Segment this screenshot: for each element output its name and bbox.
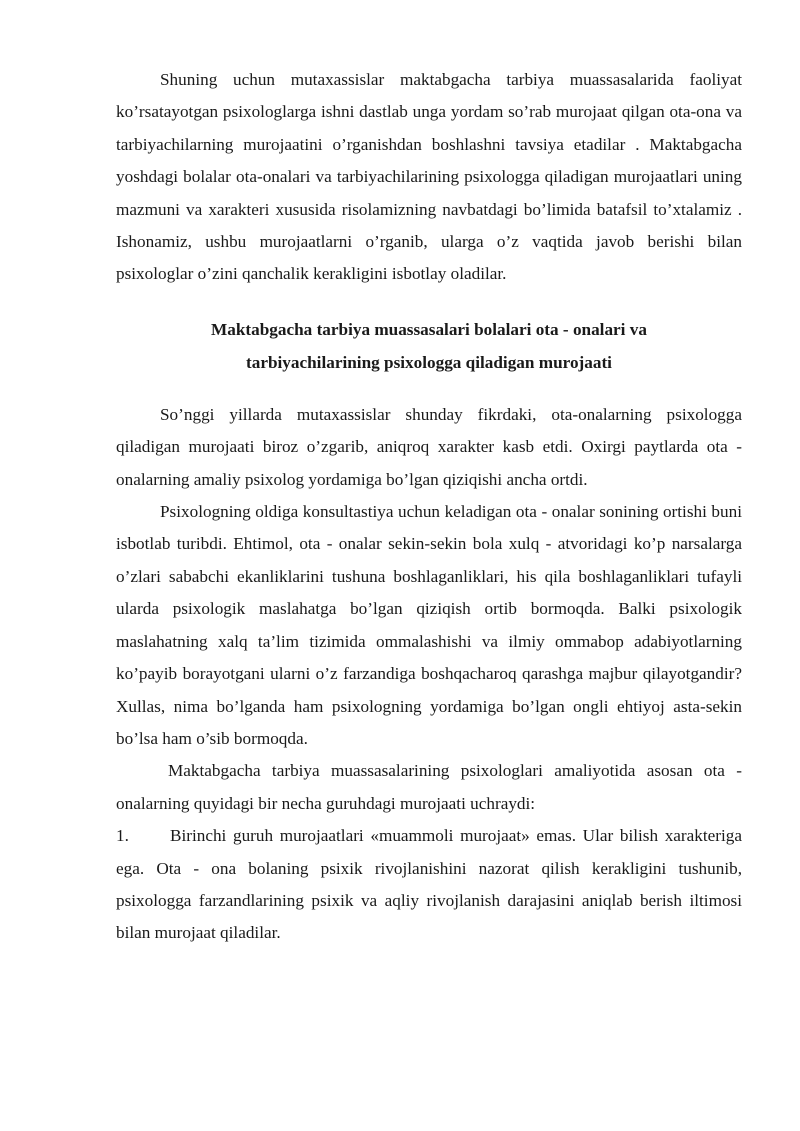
paragraph-3: Psixologning oldiga konsultastiya uchun keladigan ota - onalar sonining ortishi buni isbotlab turibdi. Ehtimol, ota - onalar sekin-sekin bola xulq - atvoridagi ko’p narsalarga o’zlari sababchi ekanliklarini tushuna boshlaganliklari, his qila boshlaganliklari tufayli ularda psixologik maslahatga bo’lgan qiziqish ortib bormoqda. Balki psixologik maslahatning xalq ta’lim tizimida ommalashishi va ilmiy ommabop adabiyotlarning ko’payib borayotgani ularni o’z farzandiga boshqacharoq qarashga majbur qilayotgandir? Xullas, nima bo’lganda ham psixologning yordamiga bo’lgan ongli ehtiyoj asta-sekin bo’lsa ham o’sib bormoqda. <box>116 502 742 748</box>
heading-line-2: tarbiyachilarining psixologga qiladigan murojaati <box>246 352 612 372</box>
list-item <box>116 820 742 950</box>
section-heading <box>116 313 742 379</box>
heading-line-1: Maktabgacha tarbiya muassasalari bolalari ota - onalari va <box>211 319 647 339</box>
document-page <box>116 64 742 950</box>
list-item-text: Birinchi guruh murojaatlari «muammoli murojaat» emas. Ular bilish xarakteriga ega. Ota - ona bolaning psixik rivojlanishini nazorat qilish kerakligini tushunib, psixologga farzandlarining psixik va aqliy rivojlanish darajasini aniqlab berish iltimosi bilan murojaat qiladilar. <box>116 826 742 943</box>
paragraph-4: Maktabgacha tarbiya muassasalarining psixologlari amaliyotida asosan ota - onalarning quyidagi bir necha guruhdagi murojaati uchraydi: <box>116 761 742 813</box>
paragraph-1: Shuning uchun mutaxassislar maktabgacha tarbiya muassasalarida faoliyat ko’rsatayotgan psixologlarga ishni dastlab unga yordam so’rab murojaat qilgan ota-ona va tarbiyachilarning murojaatini o’rganishdan boshlashni tavsiya etadilar . Maktabgacha yoshdagi bolalar ota-onalari va tarbiyachilarining psixologga qiladigan murojaatlari uning mazmuni va xarakteri xususida risolamizning navbatdagi bo’limida batafsil to’xtalamiz . Ishonamiz, ushbu murojaatlarni o’rganib, ularga o’z vaqtida javob berishi bilan psixologlar o’zini qanchalik kerakligini isbotlay oladilar. <box>116 70 742 284</box>
paragraph-2: So’nggi yillarda mutaxassislar shunday fikrdaki, ota-onalarning psixologga qiladigan murojaati biroz o’zgarib, aniqroq xarakter kasb etdi. Oxirgi paytlarda ota - onalarning amaliy psixolog yordamiga bo’lgan qiziqishi ancha ortdi. <box>116 404 742 489</box>
list-item-number: 1. <box>116 826 129 846</box>
